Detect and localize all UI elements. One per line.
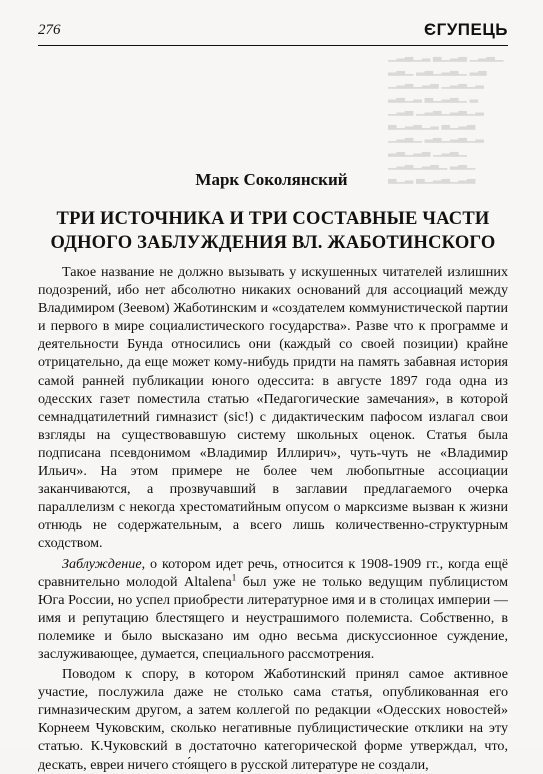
paragraph-2-text-b: был уже не только ведущим публицистом Юга России, но успел приобрести литературное имя и в столицах империи — имя и репутацию блестящего и неустрашимого полемиста. Собственно, в полемике и было высказано им одно весьма дискуссионное суждение, заслуживающее, думается, специального рассмотрения. bbox=[38, 573, 508, 662]
page-header bbox=[38, 22, 508, 44]
show-through-text: ▁▂▃▁▂ ▃▁▂▃ ▁▂▃▁ ▂▃▁ ▂▃▁▂▃▁ ▂▃ ▁▂▃▁▂▃ ▁▂▃▁▂ ▂▃▁▂ ▃▁▂▃▁ ▂ ▁▂▃ ▁▂▃▁▂▃▁▂ ▃▁▂▃▁▂ ▃▁▂▃ ▁▂▃▁ ▂▃▁▂▃▁▂ ▂▃▁▂▃ ▁▂▃▁ ▁▂▃▁▂▃▁ ▂▃▁ ▃▁▂ ▃▁▂▃▁▂▃ bbox=[388, 50, 504, 184]
page-number: 276 bbox=[38, 22, 61, 38]
paragraph-2 bbox=[38, 555, 508, 664]
article-title-line-2: ОДНОГО ЗАБЛУЖДЕНИЯ ВЛ. ЖАБОТИНСКОГО bbox=[50, 233, 496, 253]
header-rule bbox=[38, 45, 508, 46]
article-title bbox=[38, 207, 508, 255]
footnote-marker: 1 bbox=[231, 571, 237, 582]
running-title: ЄГУПЕЦЬ bbox=[423, 20, 508, 39]
article-author: Марк Соколянский bbox=[195, 170, 348, 189]
paragraph-3: Поводом к спору, в котором Жаботинский принял самое активное участие, послужила даже не столько сама статья, опубликованная его гимназическим другом, а затем коллегой по редакции «Одесских новостей» Корнеем Чуковским, сколько негативные публицистические отклики на эту статью. К.Чуковский в достаточно категорической форме утверждал, что, дескать, евреи ничего сто́ящего в русской литературе не создали, bbox=[38, 666, 508, 773]
article-title-line-1: ТРИ ИСТОЧНИКА И ТРИ СОСТАВНЫЕ ЧАСТИ bbox=[56, 209, 490, 229]
paragraph-2-emphasis: Заблуждение bbox=[62, 555, 142, 572]
paragraph-1: Такое название не должно вызывать у искушенных читателей излишних подозрений, ибо нет абсолютно никаких оснований для ассоциаций между Владимиром (Зеевом) Жаботинским и «создателем коммунистической партии и первого в мире социалистического государства». Разве что к программе и деятельности Бунда относились они (каждый со своей позиции) крайне отрицательно, да еще может кому-нибудь придти на память забавная история самой ранней публикации юного одессита: в августе 1897 года одна из одесских газет поместила статью «Педагогические замечания», в которой семнадцатилетний гимназист (sic!) с дидактическим пафосом излагал свои взгляды на существовавшую систему школьных оценок. Статья была подписана псевдонимом «Владимир Иллирич», чуть-чуть не «Владимир Ильич». На этом примере не более чем любопытные ассоциации заканчиваются, а прозвучавший в заглавии предлагаемого очерка параллелизм с некогда хрестоматийным опусом о марксизме вызван к жизни отнюдь не содержательным, а всего лишь количественно-структурным сходством. bbox=[38, 264, 508, 552]
article-body bbox=[38, 263, 508, 774]
paragraph-2-text-a: , о котором идет речь, относится к 1908-1909 гг., когда ещё сравнительно молодой Altalena bbox=[38, 555, 508, 590]
